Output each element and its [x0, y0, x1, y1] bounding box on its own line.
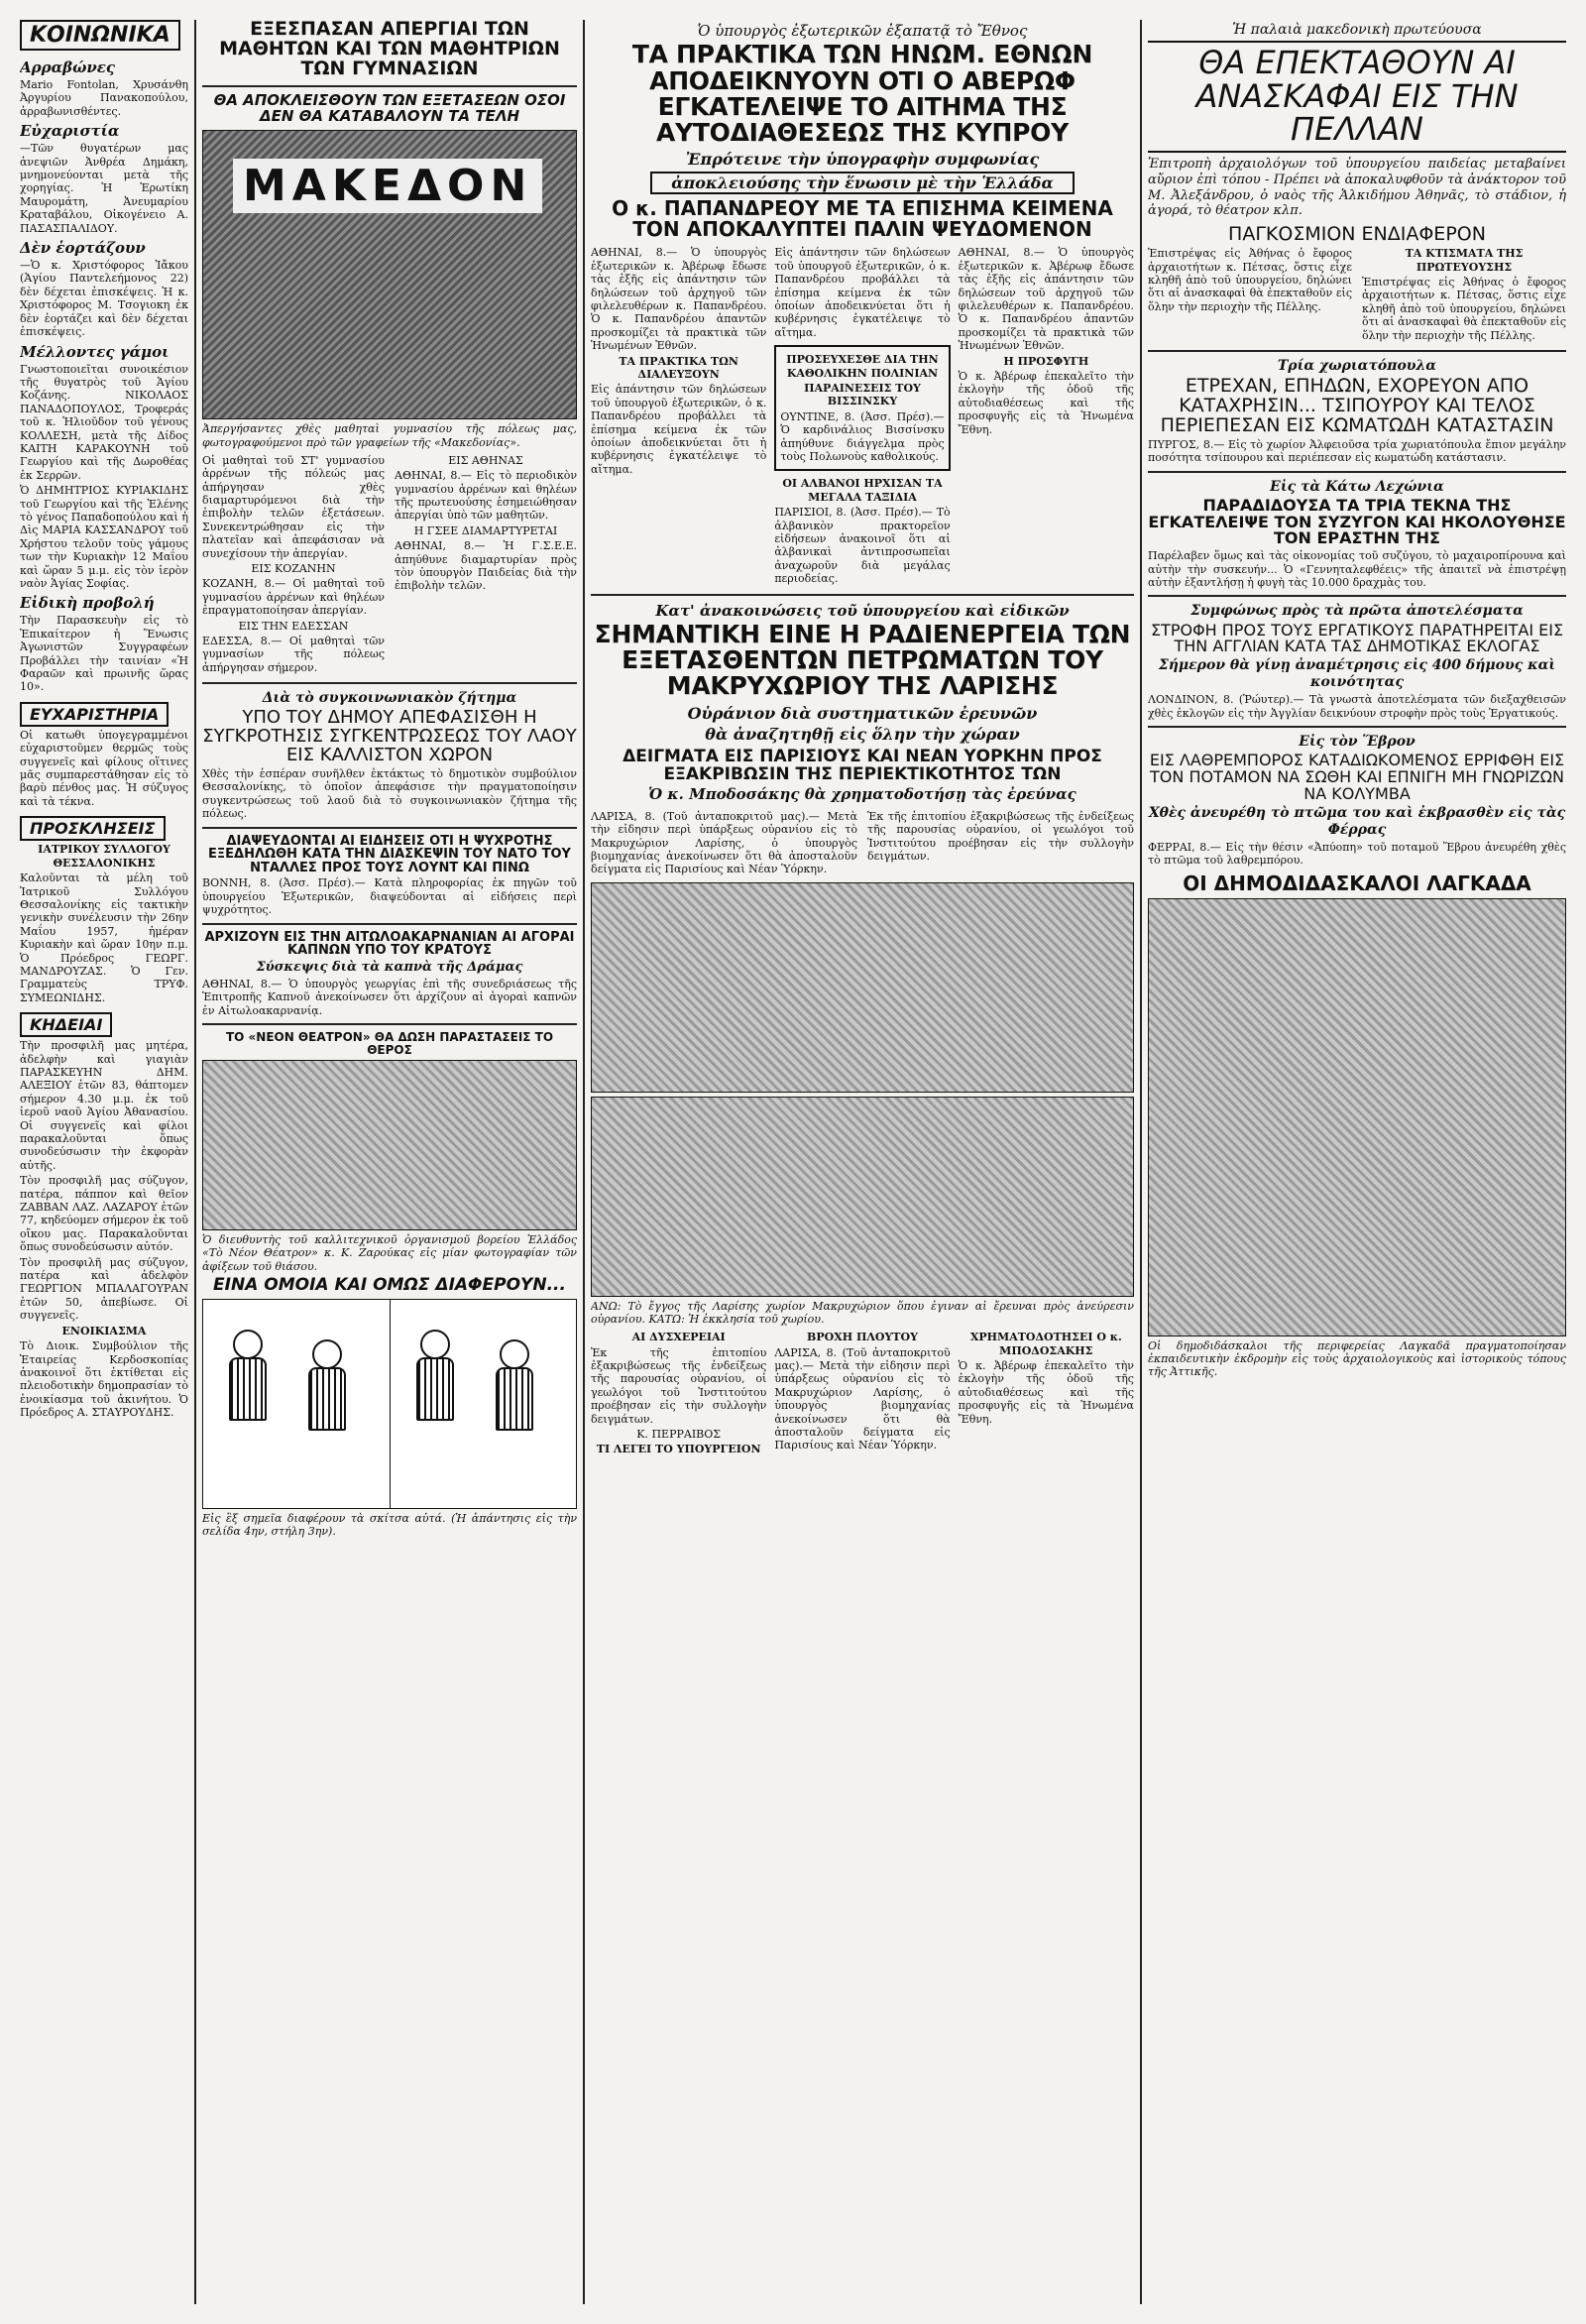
news-column-2 — [202, 20, 577, 2304]
headline: ΕΙΣ ΛΑΘΡΕΜΠΟΡΟΣ ΚΑΤΑΔΙΩΚΟΜΕΝΟΣ ΕΡΡΙΦΘΗ ΕΙΣ ΤΟΝ ΠΟΤΑΜΟΝ ΝΑ ΣΩΘΗ ΚΑΙ ΕΠΝΙΓΗ ΜΗ ΓΝΩΡΙΖΩΝ ΝΑ ΚΟΛΥΜΒΑ — [1149, 751, 1565, 803]
teachers-photo — [1148, 898, 1566, 1336]
section-title: Δὲν ἑορτάζουν — [20, 239, 146, 258]
deck: Οὐράνιον διὰ συστηματικῶν ἐρευνῶν — [687, 703, 1038, 723]
cartoon — [202, 1299, 577, 1509]
article-text: ΛΟΝΔΙΝΟΝ, 8. (Ῥώυτερ).— Τὰ γνωστὰ ἀποτελέσματα τῶν διεξαχθεισῶν χθὲς ἐκλογῶν εἰς τὴν Ἀγγλίαν δεικνύουν στροφὴν πρὸς τοὺς Ἐργατικούς. — [1148, 693, 1566, 720]
article-subhead: ΕΙΣ ΤΗΝ ΕΔΕΣΣΑΝ — [238, 619, 349, 633]
village-photo — [591, 882, 1134, 1093]
photo-caption: Ἀπεργήσαντες χθὲς μαθηταὶ γυμνασίου τῆς πόλεως μας, φωτογραφούμενοι πρὸ τῶν γραφείων τῆς «Μακεδονίας». — [202, 422, 577, 449]
article-text: Ἐπιστρέψας εἰς Ἀθήνας ὁ ἔφορος ἀρχαιοτήτων κ. Πέτσας, ὅστις εἶχε κληθῆ ἀπὸ τοῦ ὑπουργείου, δηλώνει ὅτι αἱ ἀνασκαφαὶ θὰ ἐπεκταθοῦν εἰς ὅλην τὴν περιοχὴν τῆς Πέλλης. — [1148, 247, 1352, 313]
article-text: Χθὲς τὴν ἑσπέραν συνῆλθεν ἐκτάκτως τὸ δημοτικὸν συμβούλιον Θεσσαλονίκης, τὸ ὁποῖον ἀπεφάσισε τὴν πραγματοποίησιν συγκεντρώσεως τοῦ λαοῦ διὰ τὸ συγκοινωνιακὸν ζήτημα τῆς πόλεως. — [202, 766, 577, 821]
article-subhead: Η ΓΣΕΕ ΔΙΑΜΑΡΤΥΡΕΤΑΙ — [413, 523, 558, 537]
lead-headline: ΤΑ ΠΡΑΚΤΙΚΑ ΤΩΝ ΗΝΩΜ. ΕΘΝΩΝ ΑΠΟΔΕΙΚΝΥΟΥΝ ΟΤΙ Ο ΑΒΕΡΩΦ ΕΓΚΑΤΕΛΕΙΨΕ ΤΟ ΑΙΤΗΜΑ ΤΗΣ ΑΥΤΟΔΙΑΘΕΣΕΩΣ ΤΗΣ ΚΥΠΡΟΥ — [631, 40, 1093, 148]
article-text: Ὁ κ. Ἀβέρωφ ἐπεκαλεῖτο τὴν ἐκλογὴν τῆς ὁδοῦ τῆς αὐτοδιαθέσεως καὶ τῆς προσφυγῆς εἰς τὰ Ἡνωμένα Ἔθνη. — [958, 1358, 1134, 1426]
section-text: Τὸν προσφιλῆ μας σύζυγον, πατέρα καὶ ἀδελφὸν ΓΕΩΡΓΙΟΝ ΜΠΑΛΑΓΟΥΡΑΝ ἐτῶν 50, ἀπεβίωσε. Οἱ συγγενεῖς. — [20, 1255, 188, 1323]
headline: ΟΙ ΔΗΜΟΔΙΔΑΣΚΑΛΟΙ ΛΑΓΚΑΔΑ — [1183, 871, 1531, 895]
kicker: Κατ' ἀνακοινώσεις τοῦ ὑπουργείου καὶ εἰδικῶν — [655, 601, 1070, 620]
article-subhead: ΕΙΣ ΑΘΗΝΑΣ — [448, 453, 523, 467]
headline: ΕΞΕΣΠΑΣΑΝ ΑΠΕΡΓΙΑΙ ΤΩΝ ΜΑΘΗΤΩΝ ΚΑΙ ΤΩΝ ΜΑΘΗΤΡΙΩΝ ΤΩΝ ΓΥΜΝΑΣΙΩΝ — [219, 20, 560, 79]
kicker: Διὰ τὸ συγκοινωνιακὸν ζήτημα — [262, 690, 517, 707]
deck: Σήμερον θὰ γίνῃ ἀναμέτρησις εἰς 400 δήμους καὶ κοινότητας — [1158, 657, 1556, 691]
section-text: Καλοῦνται τὰ μέλη τοῦ Ἰατρικοῦ Συλλόγου Θεσσαλονίκης εἰς τακτικὴν γενικὴν συνέλευσιν τὴν 26ην Μαΐου 1957, ἡμέραν Κυριακὴν καὶ ὥραν 10ην π.μ. Ὁ Πρόεδρος ΓΕΩΡΓ. ΜΑΝΔΡΟΥΖΑΣ. Ὁ Γεν. Γραμματεὺς ΤΡΥΦ. ΣΥΜΕΩΝΙΔΗΣ. — [20, 872, 188, 1004]
column-rule — [1140, 20, 1142, 2304]
headline: ΤΟ «ΝΕΟΝ ΘΕΑΤΡΟΝ» ΘΑ ΔΩΣΗ ΠΑΡΑΣΤΑΣΕΙΣ ΤΟ ΘΕΡΟΣ — [225, 1030, 554, 1057]
deck: Ὁ κ. Μποδοσάκης θὰ χρηματοδοτήσῃ τὰς ἐρεύνας — [648, 785, 1076, 804]
kicker: Ἡ παλαιὰ μακεδονικὴ πρωτεύουσα — [1232, 22, 1482, 38]
headline: ΘΑ ΕΠΕΚΤΑΘΟΥΝ ΑΙ ΑΝΑΣΚΑΦΑΙ ΕΙΣ ΤΗΝ ΠΕΛΛΑΝ — [1148, 41, 1566, 153]
theatre-photo — [202, 1060, 577, 1230]
signoff: Κ. ΠΕΡΡΑΙΒΟΣ — [636, 1427, 722, 1441]
article-text: ΑΘΗΝΑΙ, 8.— Ἡ Γ.Σ.Ε.Ε. ἀπηύθυνε διαμαρτυρίαν πρὸς τὸν ὑπουργὸν Παιδείας διὰ τὴν ἐπιβολὴν τελῶν. — [395, 539, 577, 593]
section-title: Αρραβώνες — [20, 58, 116, 76]
cartoon-panel-left — [203, 1300, 391, 1508]
headline: ΣΤΡΟΦΗ ΠΡΟΣ ΤΟΥΣ ΕΡΓΑΤΙΚΟΥΣ ΠΑΡΑΤΗΡΕΙΤΑΙ ΕΙΣ ΤΗΝ ΑΓΓΛΙΑΝ ΚΑΤΑ ΤΑΣ ΔΗΜΟΤΙΚΑΣ ΕΚΛΟΓΑΣ — [1150, 620, 1564, 656]
article-subhead: ΤΑ ΚΤΙΣΜΑΤΑ ΤΗΣ ΠΡΩΤΕΥΟΥΣΗΣ — [1405, 247, 1524, 274]
article-text: Οἱ μαθηταὶ τοῦ ΣΤ' γυμνασίου ἀρρένων τῆς πόλεώς μας ἀπήργησαν χθὲς διαμαρτυρόμενοι διὰ τὴν ἐπιβολὴν τελῶν ἐξετάσεων. Συνεκεντρώθησαν εἰς τὴν πλατεῖαν καὶ ἀπεφάσισαν νὰ συνεχίσουν τὴν ἀπεργίαν. — [202, 453, 385, 560]
article-text: ΟΥΝΤΙΝΕ, 8. (Ἀσσ. Πρέσ).— Ὁ καρδινάλιος Βισσίνσκυ ἀπηύθυνε διάγγελμα πρὸς τοὺς Πολωνοὺς καθολικούς. — [780, 409, 945, 464]
cartoon-caption: Εἰς ἓξ σημεῖα διαφέρουν τὰ σκίτσα αὐτά. (Ἡ ἀπάντησις εἰς τὴν σελίδα 4ην, στήλη 3ην). — [202, 1511, 577, 1538]
article-text: Ἐκ τῆς ἐπιτοπίου ἐξακριβώσεως τῆς ἐνδείξεως τῆς παρουσίας οὐρανίου, οἱ γεωλόγοι τοῦ Ἰνστιτούτου προέβησαν εἰς τὴν συλλογὴν δειγμάτων. — [591, 1345, 767, 1426]
article-text: ΠΥΡΓΟΣ, 8.— Εἰς τὸ χωρίον Ἀλφειοῦσα τρία χωριατόπουλα ἔπιον μεγάλην ποσότητα τσίπουρου καὶ περιέπεσαν εἰς κωματώδη κατάστασιν. — [1148, 437, 1566, 465]
article-text: Ἐκ τῆς ἐπιτοπίου ἐξακριβώσεως τῆς ἐνδείξεως τῆς παρουσίας οὐρανίου, οἱ γεωλόγοι τοῦ Ἰνστιτούτου προέβησαν εἰς τὴν συλλογὴν δειγμάτων. — [867, 809, 1134, 863]
section-text: Τὴν προσφιλῆ μας μητέρα, ἀδελφὴν καὶ γιαγιὰν ΠΑΡΑΣΚΕΥΗΝ ΔΗΜ. ΑΛΕΞΙΟΥ ἐτῶν 83, θάπτομεν σήμερον 4.30 μ.μ. ἐκ τοῦ ἱεροῦ ναοῦ Ἁγίου Ἀθανασίου. Οἱ συγγενεῖς καὶ φίλοι παρακαλοῦνται ὅπως συνοδεύσωσιν τὴν ἐκφορὰν αὐτῆς. — [20, 1039, 188, 1172]
kicker: Εἰς τὸν Ἕβρον — [1299, 734, 1416, 751]
subheadline: ΘΑ ΑΠΟΚΛΕΙΣΘΟΥΝ ΤΩΝ ΕΞΕΤΑΣΕΩΝ ΟΣΟΙ ΔΕΝ ΘΑ ΚΑΤΑΒΑΛΟΥΝ ΤΑ ΤΕΛΗ — [213, 90, 566, 125]
deck: Χθὲς ἀνευρέθη τὸ πτῶμα του καὶ ἐκβρασθὲν εἰς τὰς Φέρρας — [1148, 804, 1566, 838]
students-photo — [202, 130, 577, 419]
article-text: Εἰς ἀπάντησιν τῶν δηλώσεων τοῦ ὑπουργοῦ ἐξωτερικῶν, ὁ κ. Παπανδρέου προβάλλει τὰ ἐπίσημα κείμενα ἐκ τῶν ὁποίων ἀποδεικνύεται ὅτι ἡ κυβέρνησις ἐγκατέλειψε τὸ αἴτημα. — [774, 246, 951, 339]
kicker: Ὁ ὑπουργὸς ἐξωτερικῶν ἐξαπατᾷ τὸ Ἔθνος — [697, 22, 1028, 40]
photo-caption: ΑΝΩ: Τὸ ἔγγος τῆς Λαρίσης χωρίον Μακρυχώριον ὅπου ἐγιναν αἱ ἔρευναι πρὸς ἀνεύρεσιν οὐρανίου. ΚΑΤΩ: Ἡ ἐκκλησία τοῦ χωρίου. — [591, 1299, 1134, 1326]
invitations-heading: ΠΡΟΣΚΛΗΣΕΙΣ — [20, 816, 166, 841]
column-rule — [583, 20, 585, 2304]
section-text: Γνωστοποιεῖται συνοικέσιον τῆς θυγατρὸς τοῦ Ἁγίου Κοζάνης. ΝΙΚΟΛΑΟΣ ΠΑΝΑΔΟΠΟΥΛΟΣ, Τροφεράς τοῦ κ. Ἡλιοῦδον τοῦ γένους ΚΟΛΛΕΣΗ, μετὰ τῆς Δίδος ΚΑΙΤΗ ΚΑΡΑΚΟΥΝΗ τοῦ Γεωργίου καὶ τῆς Δωροθέας ἐκ Σερρῶν. — [20, 362, 188, 482]
section-text: Mario Fontolan, Χρυσάνθη Ἀργυρίου Πανακοπούλου, ἀρραβωνισθέντες. — [20, 78, 188, 118]
article-text: ΒΟΝΝΗ, 8. (Ἀσσ. Πρέσ).— Κατὰ πληροφορίας ἐκ πηγῶν τοῦ ὑπουργείου Ἐξωτερικῶν, διαψεύδονται αἱ εἰδήσεις περὶ ψυχρότητος. — [202, 876, 577, 917]
headline: ΥΠΟ ΤΟΥ ΔΗΜΟΥ ΑΠΕΦΑΣΙΣΘΗ Η ΣΥΓΚΡΟΤΗΣΙΣ ΣΥΓΚΕΝΤΡΩΣΕΩΣ ΤΟΥ ΛΑΟΥ ΕΙΣ ΚΑΛΛΙΣΤΟΝ ΧΩΡΟΝ — [202, 707, 577, 766]
article-subhead: Η ΠΡΟΣΦΥΓΗ — [1003, 354, 1089, 368]
thanks-heading: ΕΥΧΑΡΙΣΤΗΡΙΑ — [20, 702, 169, 727]
headline: ΠΑΓΚΟΣΜΙΟΝ ΕΝΔΙΑΦΕΡΟΝ — [1228, 223, 1486, 246]
article-text: Ὁ κ. Ἀβέρωφ ἐπεκαλεῖτο τὴν ἐκλογὴν τῆς ὁδοῦ τῆς αὐτοδιαθέσεως καὶ τῆς προσφυγῆς εἰς τὰ Ἡνωμένα Ἔθνη. — [958, 369, 1134, 436]
article-text: ΦΕΡΡΑΙ, 8.— Εἰς τὴν θέσιν «Ἀπύοπη» τοῦ ποταμοῦ Ἕβρου ἀνευρέθη χθὲς τὸ πτῶμα τοῦ λαθρεμπόρου. — [1148, 840, 1566, 868]
deck: θὰ ἀναζητηθῇ εἰς ὅλην τὴν χώραν — [705, 725, 1020, 745]
article-text: ΑΘΗΝΑΙ, 8.— Ὁ ὑπουργὸς ἐξωτερικῶν κ. Ἀβέρωφ ἔδωσε τὰς ἑξῆς εἰς ἀπάντησιν τῶν δηλώσεων τοῦ ἀρχηγοῦ τῶν φιλελευθέρων κ. Παπανδρέου. Ὁ κ. Παπανδρέου ἀπαντῶν προσκομίζει τὰ πρακτικὰ τῶν Ἡνωμένων Ἐθνῶν. — [591, 246, 767, 353]
article-subhead: ΒΡΟΧΗ ΠΛΟΥΤΟΥ — [807, 1331, 918, 1344]
cartoon-title: ΕΙΝΑ ΟΜΟΙΑ ΚΑΙ ΟΜΩΣ ΔΙΑΦΕΡΟΥΝ... — [213, 1274, 566, 1295]
section-title: Μέλλοντες γάμοι — [20, 342, 170, 361]
headline: Ο κ. ΠΑΠΑΝΔΡΕΟΥ ΜΕ ΤΑ ΕΠΙΣΗΜΑ ΚΕΙΜΕΝΑ ΤΟΝ ΑΠΟΚΑΛΥΠΤΕΙ ΠΑΛΙΝ ΨΕΥΔΟΜΕΝΟΝ — [612, 196, 1113, 242]
church-photo — [591, 1097, 1134, 1297]
section-text: Ὁ ΔΗΜΗΤΡΙΟΣ ΚΥΡΙΑΚΙΔΗΣ τοῦ Γεωργίου καὶ τῆς Ἑλένης τὸ γένος Παπαδοπούλου καὶ ἡ Δὶς ΜΑΡΙΑ ΚΑΣΣΑΝΔΡΟΥ τοῦ Χρήστου τελοῦν τοὺς γάμους των τὴν Κυριακὴν 12 Μαΐου καὶ ὥραν 5 μ.μ. εἰς τὸν ἱερὸν ναὸν Ἁγίας Σοφίας. — [20, 484, 188, 590]
headline: ΑΡΧΙΖΟΥΝ ΕΙΣ ΤΗΝ ΑΙΤΩΛΟΑΚΑΡΝΑΝΙΑΝ ΑΙ ΑΓΟΡΑΙ ΚΑΠΝΩΝ ΥΠΟ ΤΟΥ ΚΡΑΤΟΥΣ — [204, 929, 575, 959]
article-text: ΑΘΗΝΑΙ, 8.— Εἰς τὸ περιοδικὸν γυμνασίου ἀρρένων καὶ θηλέων τῆς πρωτευούσης ἐσημειώθησαν ἀπεργίαι ὑπὸ τῶν μαθητῶν. — [395, 469, 577, 523]
headline: ΠΑΡΑΔΙΔΟΥΣΑ ΤΑ ΤΡΙΑ ΤΕΚΝΑ ΤΗΣ ΕΓΚΑΤΕΛΕΙΨΕ ΤΟΝ ΣΥΖΥΓΟΝ ΚΑΙ ΗΚΟΛΟΥΘΗΣΕ ΤΟΝ ΕΡΑΣΤΗΝ ΤΗΣ — [1148, 495, 1566, 548]
box-subtitle: ΠΑΡΑΙΝΕΣΕΙΣ ΤΟΥ ΒΙΣΣΙΝΣΚΥ — [804, 381, 921, 408]
funerals-heading: ΚΗΔΕΙΑΙ — [20, 1012, 112, 1037]
article-subhead: ΧΡΗΜΑΤΟΔΟΤΗΣΕΙ Ο κ. ΜΠΟΔΟΣΑΚΗΣ — [969, 1331, 1122, 1357]
article-subhead: ΤΙ ΛΕΓΕΙ ΤΟ ΥΠΟΥΡΓΕΙΟΝ — [596, 1443, 761, 1456]
kicker: Τρία χωριατόπουλα — [1277, 358, 1437, 375]
box-title: ΠΡΟΣΕΥΧΕΣΘΕ ΔΙΑ ΤΗΝ ΚΑΘΟΛΙΚΗΝ ΠΟΛΙΝΙΑΝ — [786, 353, 939, 380]
headline: ΔΕΙΓΜΑΤΑ ΕΙΣ ΠΑΡΙΣΙΟΥΣ ΚΑΙ ΝΕΑΝ ΥΟΡΚΗΝ ΠΡΟΣ ΕΞΑΚΡΙΒΩΣΙΝ ΤΗΣ ΠΕΡΙΕΚΤΙΚΟΤΗΤΟΣ ΤΩΝ — [623, 746, 1102, 784]
section-subtitle: ΕΝΟΙΚΙΑΣΜΑ — [61, 1324, 147, 1337]
headline: ΕΤΡΕΧΑΝ, ΕΠΗΔΩΝ, ΕΧΟΡΕΥΟΝ ΑΠΟ ΚΑΤΑΧΡΗΣΙΝ... ΤΣΙΠΟΥΡΟΥ ΚΑΙ ΤΕΛΟΣ ΠΕΡΙΕΠΕΣΑΝ ΕΙΣ ΚΩΜΑΤΩΔΗ ΚΑΤΑΣΤΑΣΙΝ — [1160, 375, 1554, 437]
section-title: Εἰδικὴ προβολή — [20, 594, 155, 613]
article-subhead: ΕΙΣ ΚΟΖΑΝΗΝ — [251, 561, 336, 575]
article-subhead: ΤΑ ΠΡΑΚΤΙΚΑ ΤΩΝ ΔΙΑΛΕΥΞΟΥΝ — [619, 354, 738, 381]
section-text: —Ὁ κ. Χριστόφορος Ἰἄκου (Ἁγίου Παντελεήμονος 22) δὲν δέχεται ἐπισκέψεις. Ἡ κ. Χριστόφορος Μ. Τσογιοκη ἐκ δὲν ἑορτάζει καὶ δὲν δέχεται ἐπισκέψεις. — [20, 259, 188, 339]
article-text: ΑΘΗΝΑΙ, 8.— Ὁ ὑπουργὸς γεωργίας ἐπὶ τῆς συνεδριάσεως τῆς Ἐπιτροπῆς Καπνοῦ ἀνεκοίνωσεν ὅτι ἀρχίζουν αἱ ἀγοραὶ καπνῶν ἐν Αἰτωλοακαρνανίᾳ. — [202, 977, 577, 1017]
article-text: ΛΑΡΙΣΑ, 8. (Τοῦ ἀνταποκριτοῦ μας).— Μετὰ τὴν εἰδησιν περὶ ὑπάρξεως οὐρανίου εἰς τὸ Μακρυχώριον Λαρίσης, ὁ ὑπουργὸς βιομηχανίας ἀνεκοίνωσεν ὅτι θὰ ἀποσταλοῦν δείγματα εἰς Παρισίους καὶ Νέαν Ὑόρκην. — [774, 1345, 951, 1452]
section-subtitle: ΙΑΤΡΙΚΟΥ ΣΥΛΛΟΓΟΥ ΘΕΣΣΑΛΟΝΙΚΗΣ — [38, 843, 170, 870]
article-text: Παρέλαβεν ὅμως καὶ τὰς οἰκονομίας τοῦ συζύγου, τὸ μαχαιροπίρουνα καὶ αὐτὴν τὴν συσκευήν... Ὁ «Γεννηταλεφθέεις» τῆς ἀπαιτεῖ νὰ ἐπιστρέψῃ αὐτὴν ἐξαντλήσῃ ἡ φυγὴ τὰς 10.000 δραχμὰς του. — [1148, 549, 1566, 590]
kicker: Συμφώνως πρὸς τὰ πρῶτα ἀποτελέσματα — [1190, 603, 1524, 620]
society-masthead: ΚΟΙΝΩΝΙΚΑ — [20, 20, 180, 51]
section-text: Τὸν προσφιλῆ μας σύζυγον, πατέρα, πάππον καὶ θεῖον ΖΑΒΒΑΝ ΛΑΖ. ΛΑΖΑΡΟΥ ἐτῶν 77, κηδεύομεν σήμερον ἐκ τοῦ οἴκου μας. Παρακαλοῦνται ὅπως συνοδεύσωσιν αὐτόν. — [20, 1174, 188, 1254]
deck: ἀποκλειούσης τὴν ἕνωσιν μὲ τὴν Ἑλλάδα — [650, 172, 1075, 195]
section-text: Οἱ κατωθι ὑπογεγραμμένοι εὐχαριστοῦμεν θερμῶς τοὺς συγγενεῖς καὶ φίλους οἵτινες μᾶς συμπαρεστάθησαν εἰς τὸ βαρὺ πένθος μας. Ἡ σύζυγος καὶ τὰ τέκνα. — [20, 728, 188, 808]
deck: Ἐπρότεινε τὴν ὑπογραφὴν συμφωνίας — [685, 150, 1040, 170]
article-text: ΠΑΡΙΣΙΟΙ, 8. (Ἀσσ. Πρέσ).— Τὸ ἀλβανικὸν πρακτορεῖον εἰδήσεων ἀνακοινοῖ ὅτι αἱ ἀλβανικαὶ ἀντιπροσωπεῖαι ἀναχωροῦν διὰ μεγάλας περιοδείας. — [774, 506, 951, 586]
section-title: Εὐχαριστία — [20, 122, 120, 141]
section-text: —Τῶν θυγατέρων μας ἀνεψιῶν Ἀνθρέα Δημάκη, μνημονεύονται μετὰ τῆς χορηγίας. Ἡ Ἐρωτίκη Μαυρομάτη, Ἀνευμαρίου Κραταβάλου, Οἰκογένειο Α. ΠΑΣΑΣΠΑΛΙΔΟΥ. — [20, 142, 188, 235]
article-text: ΑΘΗΝΑΙ, 8.— Ὁ ὑπουργὸς ἐξωτερικῶν κ. Ἀβέρωφ ἔδωσε τὰς ἑξῆς εἰς ἀπάντησιν τῶν δηλώσεων τοῦ ἀρχηγοῦ τῶν φιλελευθέρων κ. Παπανδρέου. Ὁ κ. Παπανδρέου ἀπαντῶν προσκομίζει τὰ πρακτικὰ τῶν Ἡνωμένων Ἐθνῶν. — [958, 246, 1134, 353]
news-column-3 — [591, 20, 1134, 2304]
kicker: Εἰς τὰ Κάτω Λεχώνια — [1270, 478, 1444, 495]
kicker: Σύσκεψις διὰ τὰ καπνὰ τῆς Δράμας — [256, 959, 523, 975]
article-text: ΛΑΡΙΣΑ, 8. (Τοῦ ἀνταποκριτοῦ μας).— Μετὰ τὴν εἰδησιν περὶ ὑπάρξεως οὐρανίου εἰς τὸ Μακρυχώριον Λαρίσης, ὁ ὑπουργὸς βιομηχανίας ἀνεκοίνωσεν ὅτι θὰ ἀποσταλοῦν δείγματα εἰς Παρισίους καὶ Νέαν Ὑόρκην. — [591, 809, 857, 876]
article-text: Εἰς ἀπάντησιν τῶν δηλώσεων τοῦ ὑπουργοῦ ἐξωτερικῶν, ὁ κ. Παπανδρέου προβάλλει τὰ ἐπίσημα κείμενα ἐκ τῶν ὁποίων ἀποδεικνύεται ὅτι ἡ κυβέρνησις ἐγκατέλειψε τὸ αἴτημα. — [591, 383, 767, 476]
article-text: ΚΟΖΑΝΗ, 8.— Οἱ μαθηταὶ τοῦ γυμνασίου ἀρρένων καὶ θηλέων ἐπραγματοποίησαν ἀπεργίαν. — [202, 577, 385, 618]
headline: ΔΙΑΨΕΥΔΟΝΤΑΙ ΑΙ ΕΙΔΗΣΕΙΣ ΟΤΙ Η ΨΥΧΡΟΤΗΣ ΕΞΕΔΗΛΩΘΗ ΚΑΤΑ ΤΗΝ ΔΙΑΣΚΕΨΙΝ ΤΟΥ ΝΑΤΟ ΤΟΥ ΝΤΑΛΛΕΣ ΠΡΟΣ ΤΟΥΣ ΛΟΥΝΤ ΚΑΙ ΠΙΝΩ — [208, 833, 571, 875]
section-text: Τὸ Διοικ. Συμβούλιον τῆς Ἑταιρείας Κερδοσκοπίας ἀνακοινοῖ ὅτι ἐκτίθεται εἰς πλειοδοτικὴν δημοπρασίαν τὸ ἐνοικίασμα τοῦ ἀκινήτου. Ὁ Πρόεδρος Α. ΣΤΑΥΡΟΥΔΗΣ. — [20, 1339, 188, 1420]
headline: ΣΗΜΑΝΤΙΚΗ ΕΙΝΕ Η ΡΑΔΙΕΝΕΡΓΕΙΑ ΤΩΝ ΕΞΕΤΑΣΘΕΝΤΩΝ ΠΕΤΡΩΜΑΤΩΝ ΤΟΥ ΜΑΚΡΥΧΩΡΙΟΥ ΤΗΣ ΛΑΡΙΣΗΣ — [594, 619, 1131, 701]
article-text: Ἐπιστρέψας εἰς Ἀθήνας ὁ ἔφορος ἀρχαιοτήτων κ. Πέτσας, ὅστις εἶχε κληθῆ ἀπὸ τοῦ ὑπουργείου, δηλώνει ὅτι αἱ ἀνασκαφαὶ θὰ ἐπεκταθοῦν εἰς ὅλην τὴν περιοχὴν τῆς Πέλλης. — [1362, 276, 1566, 342]
society-column — [20, 20, 188, 2304]
section-text: Τὴν Παρασκευὴν εἰς τὸ Ἐπικαίτερον ἡ Ἕνωσις Ἀγωνιστῶν Συγγραφέων Προβάλλει τὴν ταινίαν «Ἡ Φαραῶν καὶ πρωινῆς ὥρας 10». — [20, 614, 188, 694]
prayer-box — [774, 345, 950, 471]
cartoon-panel-right — [391, 1300, 577, 1508]
article-text: ΕΔΕΣΣΑ, 8.— Οἱ μαθηταὶ τῶν γυμνασίων τῆς πόλεως ἀπήργησαν σήμερον. — [202, 634, 385, 674]
article-subhead: ΑΙ ΔΥΣΧΕΡΕΙΑΙ — [631, 1331, 726, 1344]
photo-caption: Ὁ διευθυντὴς τοῦ καλλιτεχνικοῦ ὀργανισμοῦ βορείου Ἑλλάδος «Τὸ Νέον Θέατρον» κ. Κ. Ζαρούκας εἰς μίαν φωτογραφίαν τῶν ἀφίξεων τοῦ θιάσου. — [202, 1233, 577, 1273]
article-subhead: ΟΙ ΑΛΒΑΝΟΙ ΗΡΧΙΣΑΝ ΤΑ ΜΕΓΑΛΑ ΤΑΞΙΔΙΑ — [782, 477, 943, 504]
photo-caption: Οἱ δημοδιδάσκαλοι τῆς περιφερείας Λαγκαδᾶ πραγματοποίησαν ἐκπαιδευτικὴν ἐκδρομὴν εἰς τοὺς ἀρχαιολογικοὺς καὶ ἱστορικοὺς τόπους τῆς Ἀττικῆς. — [1148, 1338, 1566, 1378]
column-rule — [194, 20, 196, 2304]
newspaper-sign: ΜΑΚΕΔΟΝ — [233, 159, 542, 213]
lede: Ἐπιτροπὴ ἀρχαιολόγων τοῦ ὑπουργείου παιδείας μεταβαίνει αὔριον ἐπὶ τόπου - Πρέπει νὰ ἀποκαλυφθοῦν τὰ ἀνάκτορον τοῦ Μ. Ἀλεξάνδρου, ὁ ναὸς τῆς Ἀλκιδήμου Ἀθηνᾶς, τὸ στάδιον, ἡ ἀγορά, τὸ θέατρον κλπ. — [1148, 156, 1566, 219]
news-column-4 — [1148, 20, 1566, 2304]
